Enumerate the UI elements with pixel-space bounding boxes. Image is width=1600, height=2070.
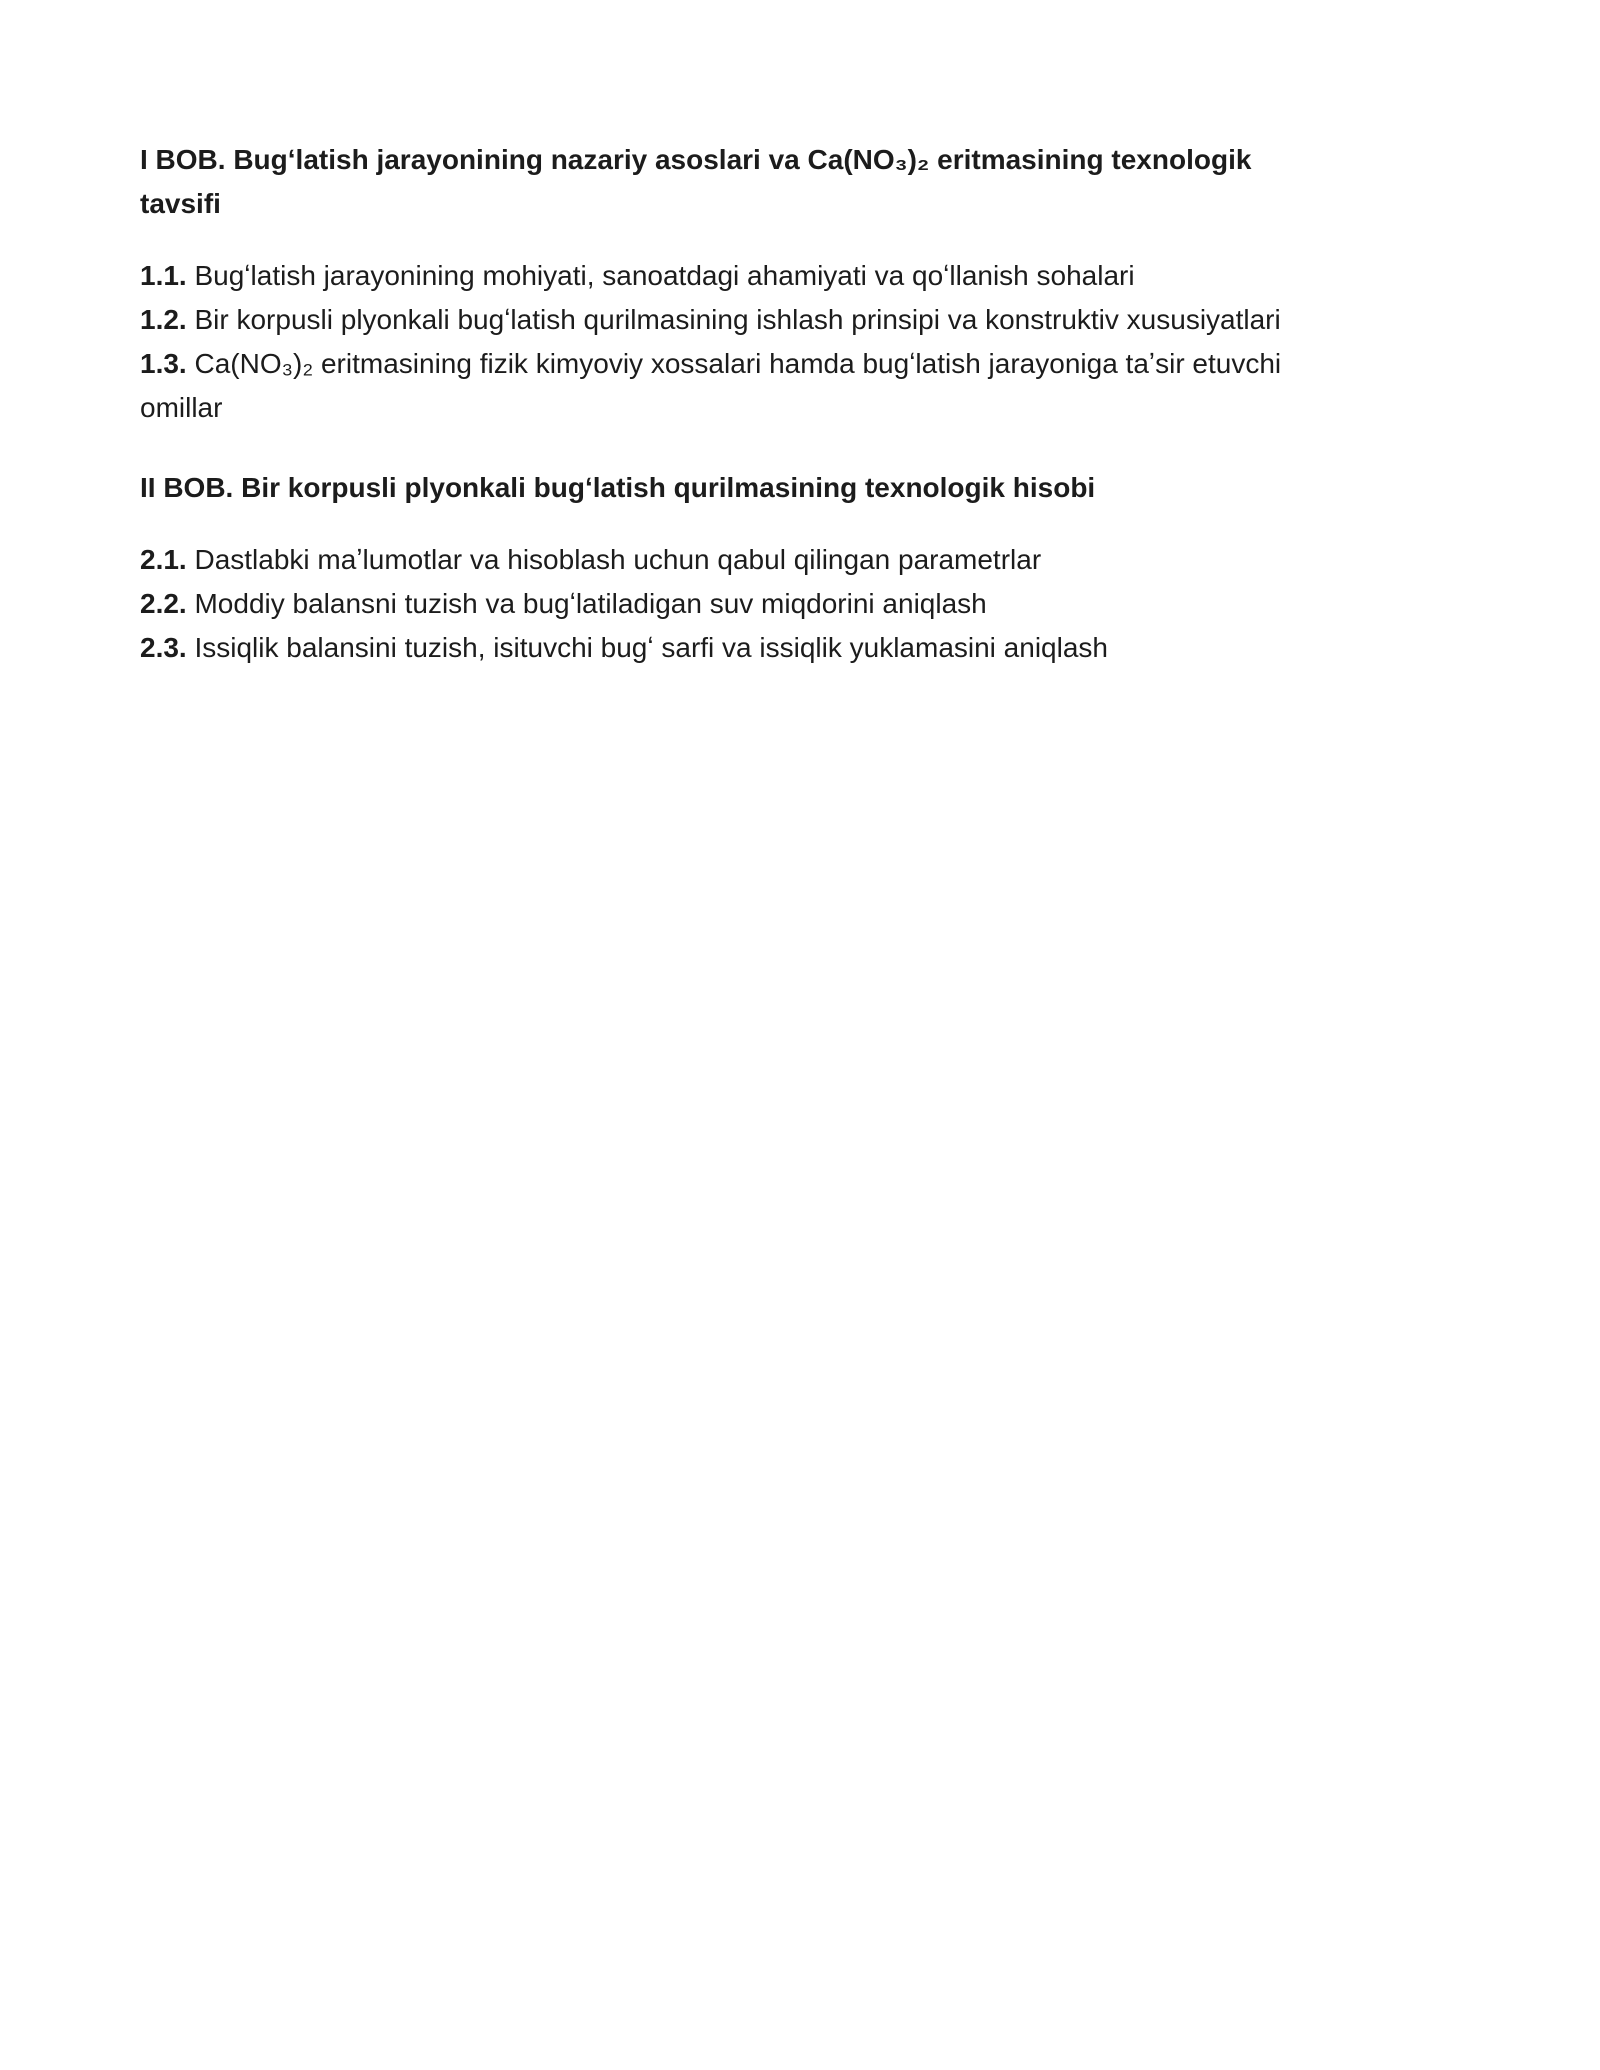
- toc-item-text: Dastlabki maʼlumotlar va hisoblash uchun qabul qilingan parametrlar: [194, 544, 1042, 575]
- chapter-2-items: [140, 538, 1330, 670]
- toc-item-text: Ca(NO₃)₂ eritmasining fizik kimyoviy xossalari hamda bugʻlatish jarayoniga taʼsir etuvchi omillar: [140, 348, 1282, 423]
- chapter-2-heading: II BOB. Bir korpusli plyonkali bugʻlatish qurilmasining texnologik hisobi: [140, 472, 1096, 503]
- toc-item-number: 1.3.: [140, 348, 187, 379]
- toc-item-number: 2.2.: [140, 588, 187, 619]
- toc-item-2-2: [140, 582, 1330, 626]
- toc-item-1-3: [140, 342, 1330, 430]
- chapter-2-section: [140, 466, 1330, 510]
- toc-item-text: Moddiy balansni tuzish va bugʻlatiladigan suv miqdorini aniqlash: [194, 588, 987, 619]
- document-page: [0, 0, 1600, 670]
- chapter-1-items: [140, 254, 1330, 430]
- toc-item-number: 1.1.: [140, 260, 187, 291]
- toc-item-number: 2.3.: [140, 632, 187, 663]
- toc-item-1-1: [140, 254, 1330, 298]
- toc-item-text: Issiqlik balansini tuzish, isituvchi bugʻ sarfi va issiqlik yuklamasini aniqlash: [194, 632, 1108, 663]
- toc-item-1-2: [140, 298, 1330, 342]
- toc-item-2-1: [140, 538, 1330, 582]
- toc-item-text: Bir korpusli plyonkali bugʻlatish qurilmasining ishlash prinsipi va konstruktiv xususiyatlari: [194, 304, 1281, 335]
- chapter-1-heading: I BOB. Bugʻlatish jarayonining nazariy asoslari va Ca(NO₃)₂ eritmasining texnologik tavsifi: [140, 144, 1252, 219]
- toc-item-number: 1.2.: [140, 304, 187, 335]
- toc-item-number: 2.1.: [140, 544, 187, 575]
- chapter-1-section: [140, 138, 1330, 226]
- toc-item-2-3: [140, 626, 1330, 670]
- toc-item-text: Bugʻlatish jarayonining mohiyati, sanoatdagi ahamiyati va qoʻllanish sohalari: [194, 260, 1135, 291]
